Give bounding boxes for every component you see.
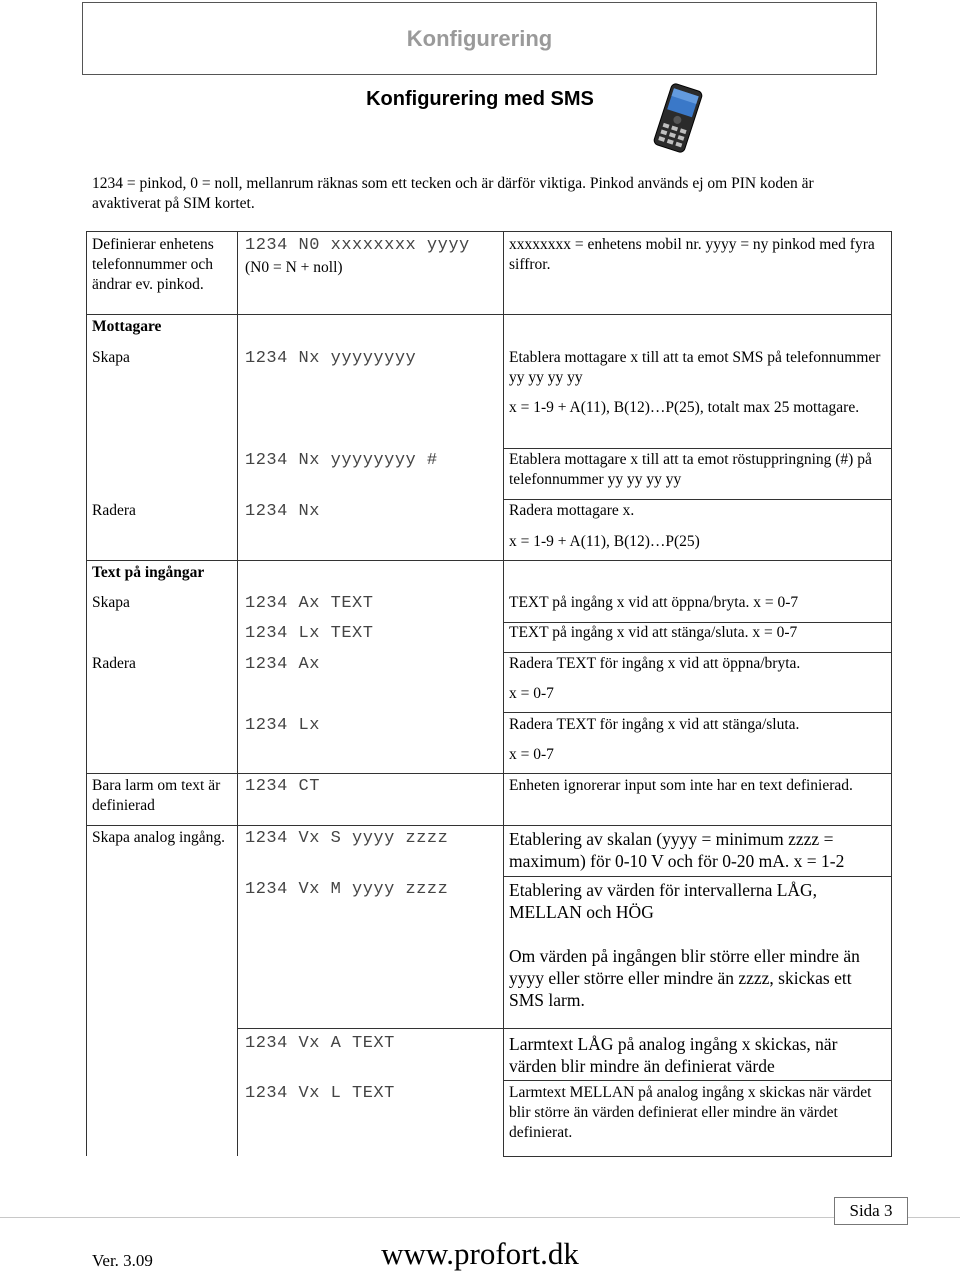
table-row-divider <box>86 825 892 826</box>
table-row-divider <box>237 1028 892 1029</box>
mottagare-skapa-description: Etablera mottagare x till att ta emot SMS på telefonnummer yy yy yy yy <box>509 349 881 386</box>
vxm-note: Om värden på ingången blir större eller mindre än yyyy eller större eller mindre än zzzz, skickas ett SMS larm. <box>509 946 860 1010</box>
vxl-command: 1234 Vx L TEXT <box>245 1084 395 1103</box>
phone-row-description: xxxxxxxx = enhetens mobil nr. yyyy = ny pinkod med fyra siffror. <box>509 236 875 273</box>
mottagare-hash-command: 1234 Nx yyyyyyyy # <box>245 451 438 470</box>
table-top-border <box>86 231 892 232</box>
table-left-border <box>86 231 87 1156</box>
table-row-divider <box>86 773 892 774</box>
ct-command: 1234 CT <box>245 777 320 796</box>
ax-text-description: TEXT på ingång x vid att öppna/bryta. x = 0-7 <box>509 594 799 611</box>
section-heading-mottagare: Mottagare <box>92 318 162 335</box>
vxm-description: Etablering av värden för intervallerna LÅG, MELLAN och HÖG <box>509 880 818 922</box>
vxa-description: Larmtext LÅG på analog ingång x skickas, när värden blir mindre än definierat värde <box>509 1034 838 1076</box>
mottagare-hash-description: Etablera mottagare x till att ta emot röstuppringning (#) på telefonnummer yy yy yy yy <box>509 451 872 488</box>
table-col-divider <box>503 231 504 1156</box>
mottagare-skapa-range: x = 1-9 + A(11), B(12)…P(25), totalt max 25 mottagare. <box>509 399 860 416</box>
table-row-divider <box>86 314 892 315</box>
page-title: Konfigurering med SMS <box>366 88 594 110</box>
version-label: Ver. 3.09 <box>92 1251 153 1270</box>
mottagare-radera-description: Radera mottagare x. <box>509 502 635 519</box>
ax-command: 1234 Ax <box>245 655 320 674</box>
desc-divider <box>503 876 892 877</box>
phone-command: 1234 N0 xxxxxxxx yyyy <box>245 236 470 255</box>
mottagare-radera-label: Radera <box>92 502 136 519</box>
desc-divider <box>503 499 892 500</box>
table-right-border <box>891 231 892 1156</box>
desc-divider <box>503 448 892 449</box>
ax-text-command: 1234 Ax TEXT <box>245 594 374 613</box>
ct-label: Bara larm om text är definierad <box>92 777 221 814</box>
text-skapa-label: Skapa <box>92 594 130 611</box>
desc-divider <box>503 1080 892 1081</box>
vxl-description: Larmtext MELLAN på analog ingång x skickas när värdet blir större än värden definierat eller mindre än värdet definierat. <box>509 1084 872 1141</box>
mobile-phone-icon <box>642 82 714 154</box>
vxm-command: 1234 Vx M yyyy zzzz <box>245 880 449 899</box>
header-title: Konfigurering <box>406 26 553 51</box>
ax-description: Radera TEXT för ingång x vid att öppna/bryta. <box>509 655 801 672</box>
ax-range: x = 0-7 <box>509 685 554 702</box>
text-radera-label: Radera <box>92 655 136 672</box>
table-bottom-border <box>503 1156 892 1157</box>
phone-row-label: Definierar enhetens telefonnummer och ändrar ev. pinkod. <box>92 236 214 293</box>
table-col-divider <box>237 231 238 1156</box>
mottagare-skapa-label: Skapa <box>92 349 130 366</box>
website-link[interactable]: www.profort.dk <box>381 1236 579 1271</box>
mottagare-radera-command: 1234 Nx <box>245 502 320 521</box>
table-row-divider <box>86 560 892 561</box>
vxs-command: 1234 Vx S yyyy zzzz <box>245 829 449 848</box>
vxa-command: 1234 Vx A TEXT <box>245 1034 395 1053</box>
ct-description: Enheten ignorerar input som inte har en text definierad. <box>509 777 853 794</box>
desc-divider <box>503 652 892 653</box>
analog-label: Skapa analog ingång. <box>92 829 226 846</box>
mottagare-radera-range: x = 1-9 + A(11), B(12)…P(25) <box>509 533 700 550</box>
section-heading-text-inputs: Text på ingångar <box>92 564 205 581</box>
desc-divider <box>503 712 892 713</box>
phone-command-note: (N0 = N + noll) <box>245 259 343 276</box>
page-number: Sida 3 <box>834 1197 908 1225</box>
lx-range: x = 0-7 <box>509 746 554 763</box>
intro-text: 1234 = pinkod, 0 = noll, mellanrum räknas som ett tecken och är därför viktiga. Pinkod används ej om PIN koden är avaktiverat på SIM kortet. <box>92 175 814 212</box>
lx-description: Radera TEXT för ingång x vid att stänga/sluta. <box>509 716 800 733</box>
mottagare-skapa-command: 1234 Nx yyyyyyyy <box>245 349 417 368</box>
lx-text-command: 1234 Lx TEXT <box>245 624 374 643</box>
footer-divider <box>0 1217 960 1218</box>
lx-command: 1234 Lx <box>245 716 320 735</box>
lx-text-description: TEXT på ingång x vid att stänga/sluta. x = 0-7 <box>509 624 798 641</box>
vxs-description: Etablering av skalan (yyyy = minimum zzzz = maximum) för 0-10 V och för 0-20 mA. x = 1-2 <box>509 829 845 871</box>
